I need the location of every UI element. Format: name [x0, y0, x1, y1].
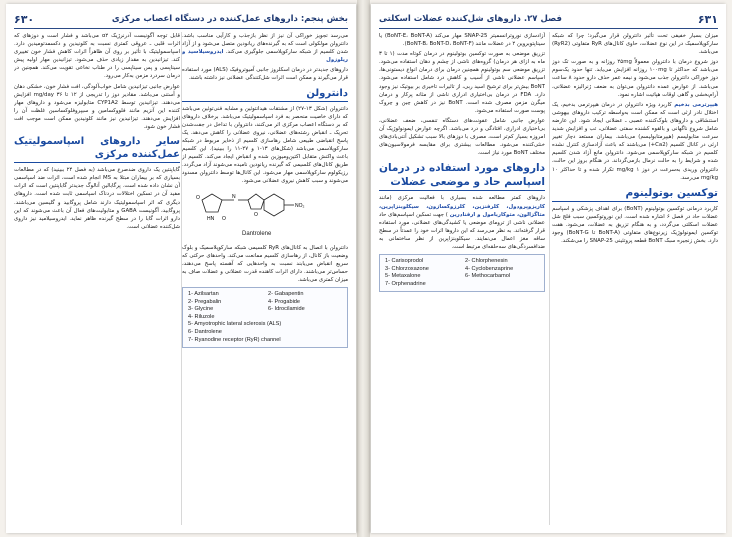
paragraph: هیپرترمی بدخیم کاربرد ویژه دانترولن در درمان هیپرترمی بدخیم، یک اختلال نادر ارثی است که ممکن است به‌واسطه ترکیب داروهای بیهوشی استنشاقی و داروهای بلوک‌کننده عصبی ـ عضلانی ایجاد شود. این عارضه شامل شروع ناگهانی و بالقوه کشنده سفتی عضلانی، تب و افزایش شدید سرعت متابولیسم (هیپرمتابولیسم) می‌باشد. بیماران مستعد دچار تغییر ارثی در کانال کلسیم (Ca2+) می‌باشند که باعث آزادسازی کنترل نشده کلسیم در شبکه سارکوپلاسمی می‌شود. دانترولن مانع آزاد شدن کلسیم شده و شرایط را به حالت نرمال بازمی‌گرداند. در هنگام بروز این حالت، دانترولن وریدی به‌سرعت در دوز ۱ mg/kg تکرار شده و تا حداکثر ۱۰ mg/kg می‌رسد. — [552, 101, 718, 181]
molecule-caption: Dantrolene — [242, 230, 272, 237]
reference-item — [465, 281, 539, 289]
paragraph: می‌رسد تجویز خوراکی آن نیز از نظر بازجذب و کارآیی مناسب باشد. دانترولن مولکولی است که به گیرنده‌های ریانودین متصل می‌شود و از آزاد شدن کلسیم از شبکه سارکوپلاسمی جلوگیری می‌کند. ایدروسیلاسید و ریلوزول — [182, 33, 348, 64]
paragraph: داروهای جدیدتر در درمان اسکلروز جانبی آمیوتروفیک (ALS) مورد استفاده قرار می‌گیرند و ممکن است اثرات شل‌کنندگی عضلانی نیز داشته باشند. — [182, 67, 348, 82]
right-page-number: ۶۳۱ — [697, 12, 718, 26]
reference-item: 2- Gabapentin — [268, 290, 304, 297]
reference-item: 4- Cyclobenzaprine — [465, 265, 514, 272]
left-page-left-column — [14, 32, 180, 525]
svg-text:O: O — [254, 211, 258, 218]
left-page-right-column — [182, 32, 348, 525]
section-title-botulinum-toxin: توکسین بوتولینوم — [552, 186, 718, 202]
left-page — [6, 4, 356, 533]
paragraph: دانترولن (شکل ۱۳-۲۷) از مشتقات هیدانتوئین و مشابه فنی‌توئین می‌باشد که دارای خاصیت منحصر به فرد اسپاسمولیتیک می‌باشد. برخلاف داروهای که بر دستگاه اعصاب مرکزی اثر می‌کنند، دانترولن با تداخل در جفت‌شدن تحریک ـ انقباض رشته‌های عضلانی، نیروی عضلانی را کاهش می‌دهد. یک پاسخ انقباضی طبیعی شامل رهاسازی کلسیم از ذخایر مربوط در شبکه سارکوپلاسمی می‌باشد (شکل‌های ۱۳-۱ و ۲۷-۱۱ را ببینید). این کلسیم باعث واکنش متقابل اکتین‌ومیوزین شده و انقباض ایجاد می‌کند. کلسیم از طریق کانال‌های کلسیمی که گیرنده ریانودین نامیده می‌شوند آزاد می‌گردد. رزیکولوم سارکوپلاسمی مهار می‌شود. این کانال‌ها توسط دانترولن مسدود می‌شوند و سبب کاهش نیروی عضلانی می‌شود. — [182, 105, 348, 185]
reference-item: 3- Chlorzoxazone — [385, 265, 429, 272]
footnote-references — [379, 254, 545, 292]
dantrolene-structure-figure — [182, 190, 348, 240]
reference-item: 5- Amyotrophic lateral sclerosis (ALS) — [188, 321, 282, 328]
right-page-header — [379, 10, 718, 29]
reference-item: 7- Orphenadrine — [385, 280, 426, 287]
section-title-dantrolene: دانترولن — [182, 87, 348, 102]
right-page-left-column — [379, 32, 545, 525]
paragraph: دوز شروع درمان با دانترولن معمولاً ۲۵mg روزانه و به صورت تک دوز می‌باشد که حداکثر تا ۱۰۰mg روزانه افزایش می‌یابد. تنها حدود یک‌سوم دوز خوراکی دانترولن جذب می‌شود و نیمه عمر حذف دارو حدود ۸ ساعت می‌باشد. از عوارض عمده دانترولن می‌توان به ضعف ژنرالیزه عضلانی، آرام‌بخشی و گاهی اوقات هپاتیت اشاره نمود. — [552, 59, 718, 98]
svg-text:HN: HN — [207, 215, 215, 222]
right-page-header-title: فصل ۲۷. داروهای شل‌کننده عضلات اسکلتی — [379, 14, 562, 24]
svg-text:N: N — [232, 193, 236, 200]
paragraph: داروهای کمتر مطالعه شده بسیاری با فعالیت مرکزی (مانند کاریزوپرودول، کلرفنزین، کلرزوکسازون، سیکلوبنزاپرین، متاگزالون، متوکاربامول و ارفنادرین ) جهت تسکین اسپاسم‌های حاد عضلانی ناشی از ترومای موضعی یا کشیدگی‌های عضلانی، مورد استفاده قرار گرفته‌اند. به نظر می‌رسد که این داروها اثرات خود را عمدتاً در سطح ساقه مغز اعمال می‌نمایند. سیکلوبنزاپرین از نظر ساختمانی به ضدافسردگی‌های سه‌حلقه‌ای مرتبط است. — [379, 195, 545, 250]
svg-text:O: O — [196, 194, 200, 201]
reference-item: 4- Riluzole — [188, 313, 215, 320]
right-page-right-column — [552, 32, 718, 525]
left-page-header-title: بخش پنجم: داروهای عمل‌کننده در دستگاه اعصاب مرکزی — [111, 14, 348, 24]
book-gutter — [357, 0, 370, 537]
section-title-other-spasmolytics: سایر داروهای اسپاسمولیتیک عمل‌کننده مرکزی — [14, 135, 180, 163]
paragraph: عوارض جانبی شامل عفونت‌های دستگاه تنفسی، ضعف عضلانی، بی‌اختیاری ادراری، افتادگی و درد می‌باشد. اگرچه عوارض ایمونولوژیک آن امروزه بسیار کم‌تر است، مصرف با دوزهای بالا سبب تشکیل آنتی‌بادی‌های خنثی‌کننده می‌شود. مطالعات بیشتری برای مقایسه فرمولاسیون‌های مختلف BoNT مورد نیاز است. — [379, 117, 545, 157]
right-page — [371, 4, 726, 533]
paragraph: قابل توجه آگونیست آدرنرژیک α۲ می‌باشد و فشار است و دوزهای که اثرات قلبی ـ عروقی کمتری نسبت به کلونیدین و دکسمدتومیدین دارد. اسپاسمولیتیک با تأثیر بر روی آن ظاهراً اثرات کاهش فشار خون تغییری کند. تیزانیدین به مقدار زیادی حذف می‌شود. تیزانیدین مهار اولیه پیش سیناپسی و پس سیناپسی را در طناب نخاعی تقویت می‌کند. همچنین در درمان سردرد مزمن به‌کار می‌رود. — [14, 33, 180, 80]
left-page-header — [14, 10, 348, 29]
section-title-acute-spasm-drugs: داروهای مورد استفاده در درمان اسپاسم حاد و موضعی عضلات — [379, 161, 545, 191]
paragraph: میزان بسیار خفیفی تحت تأثیر دانترولن قرار می‌گیرد؛ چرا که شبکه سارکوپلاسمیک در این نوع عضلات، حاوی کانال‌های RyR متفاوتی (RyR2) می‌باشد. — [552, 33, 718, 56]
reference-item: 2- Pregabalin — [188, 298, 222, 305]
paragraph: گاباپنتین یک داروی ضدصرع می‌باشد (به فصل ۲۴ ببینید) که در مطالعات بسیاری که بر بیماران مبتلا به MS انجام شده است، اثرات ضد اسپاسمی آن نشان داده شده است. پرگابالین آنالوگ جدیدتر گاباپنتین است که اثرات مفید آن در تسکین اختلالات دردناک اسپاسمی ثابت شده است. داروهای دیگری که اثر اسپاسمولیتیک دارند شامل پروگابید و گلیسین می‌باشند. پروگابید، آگونیست GABA و متابولیت‌های فعال آن باعث می‌شوند که این دارو اثرات گابا را در سطح گیرنده ظاهر نماید. ایدروسیلامید نیز داروی شل‌کننده عضلانی است. — [14, 167, 180, 230]
svg-text:O: O — [222, 215, 226, 222]
paragraph: عوارض جانبی تیزانیدین شامل خواب‌آلودگی، افت فشار خون، خشکی دهان و آستنی می‌باشد. مقادیر دوز را تدریجی از ۱۲ تا ۳۶ mg/day افزایش می‌دهند. تیزانیدین توسط CYP1A2 متابولیزه می‌شود و داروهای مهار کننده این آنزیم مانند فلووکسامین و سیپروفلوکساسین غلظت آن را افزایش می‌دهند. تیزانیدین نیز مانند کلونیدین ممکن است موجب افت فشار خون شود. — [14, 83, 180, 131]
reference-item: 1- Carisoprodol — [385, 258, 424, 265]
left-page-number: ۶۳۰ — [14, 12, 35, 26]
reference-item: 7- Ryanodine receptor (RyR) channel — [188, 336, 281, 343]
reference-item: 3- Glycine — [188, 306, 214, 313]
reference-item: 6- Idrocilamide — [268, 306, 305, 313]
paragraph: کاربرد درمانی توکسین بوتولینوم (BoNT) برای اهداف پزشکی و اسپاسم عضلات حاد در فصل ۶ اشاره شده است. این نوروتوکسین سبب فلج شل عضلات اسکلتی می‌گردد، و به هنگام تزریق به عضلات، می‌شود. هفت توکسین ایمونولوژیک زیرنوع‌های متفاوتی (BoNT-A تا BoNT-G) وجود دارد. بخش زنجیره سبک BoNT قطعه پروتئینی SNAP-25 را می‌شکند. — [552, 205, 718, 245]
reference-item: 6- Dantrolene — [188, 328, 222, 335]
reference-item — [268, 314, 342, 322]
highlighted-drug-names: ایدروسیلاسید و ریلوزول — [182, 49, 348, 64]
paragraph: آزادسازی نوروترانسمیتر SNAP-25 مهار می‌کند (BoNT-E، BoNT-A) یا سیناپتوبروین ۲ در عضلات مانند (BoNT-B، BoNT-D، BoNT-F). — [379, 33, 545, 48]
dantrolene-molecule-drawing — [182, 190, 342, 230]
paragraph: تزریق موضعی به صورت توکسین بوتولینوم در درمان کوتاه مدت (۱ تا ۳ ماه به ازای هر درمان) گروه‌های ناشی از چشم و دهان استفاده می‌شود. تزریق موضعی سم بوتولینوم همچنین درمان برای درمان انواع دیستونی‌ها، اسپاسم عضلانی ناشی از آسیب و کاهش درد شامل استفاده می‌شود. BoNT بیش‌تر برای ترشیح اسید ربی، از تاثیرات تاخیری بر بیوتیک نیز وجود دارد. FDA در درمان بی‌اختیاری ادراری ناشی از مثانه پرکار و درمان میگرن مزمن مصرف شده است. BoNT نیز در کاهش چین و چروک پوست صورت استفاده می‌شود. — [379, 51, 545, 114]
reference-item: 1- Azilsartan — [188, 290, 219, 297]
reference-item: 5- Metaxalone — [385, 273, 421, 280]
reference-item: 4- Progabide — [268, 298, 301, 305]
paragraph: دانترولن با اتصال به کانال‌های RyR کلسیمی شبکه سارکوپلاسمیک و بلوک وضعیت باز کانال، از رهاسازی کلسیم ممانعت می‌کند. واحدهای حرکتی که سریع انقباض می‌یابند نسبت به واحدهایی که آهسته پاسخ می‌دهند، حساس‌تر می‌باشند. دارای اثرات کاهنده قدرت عضلانی و عضلات صاف به میزان کمتری می‌باشد. — [182, 244, 348, 283]
reference-item: 2- Chlorphenesin — [465, 258, 508, 265]
footnote-references — [182, 287, 348, 348]
svg-text:NO₂: NO₂ — [295, 202, 305, 209]
reference-item: 6- Methocarbamol — [465, 273, 511, 280]
highlighted-term: هیپرترمی بدخیم — [674, 101, 718, 108]
highlighted-drug-names: کاریزوپرودول، کلرفنزین، کلرزوکسازون، سیکلوبنزاپرین، متاگزالون، متوکاربامول و ارفنادرین — [379, 203, 545, 218]
right-column-divider — [549, 32, 550, 525]
